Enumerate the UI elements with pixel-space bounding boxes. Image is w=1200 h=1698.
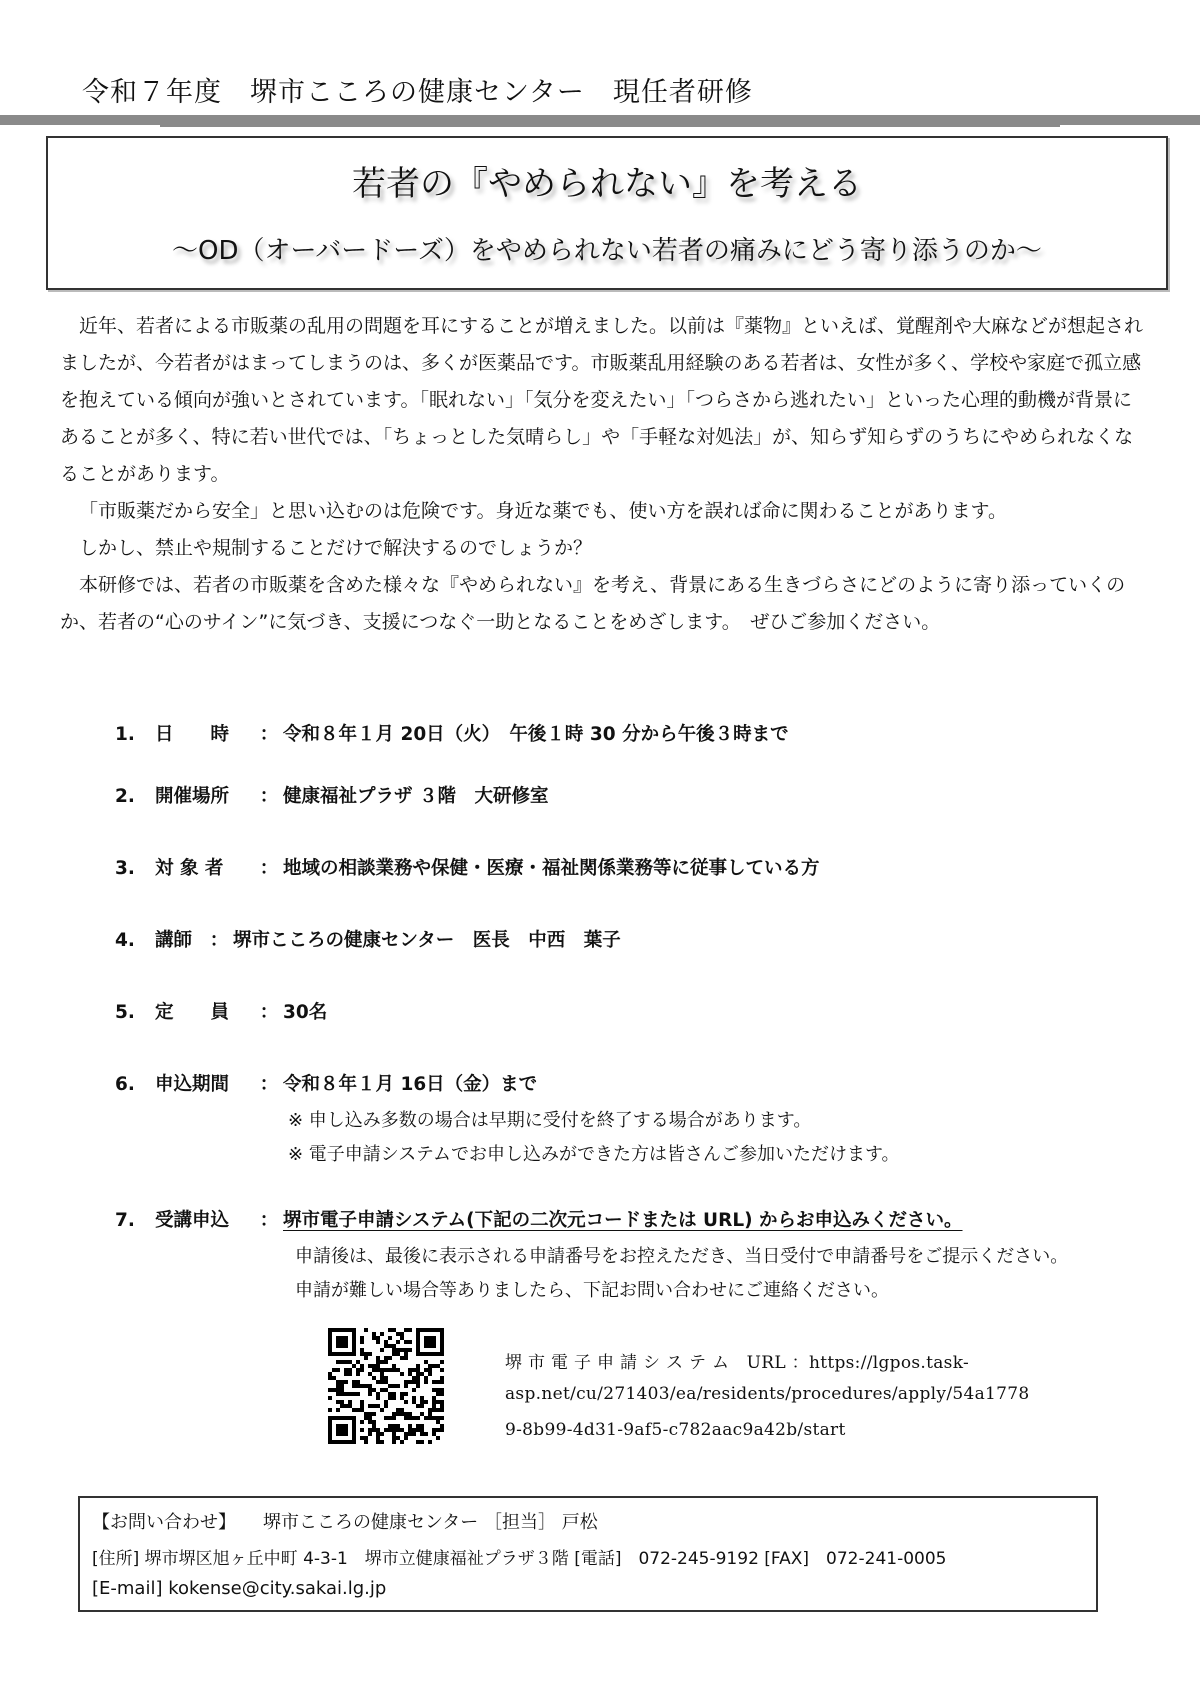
item-label: 日 時 (155, 724, 230, 745)
item-number: 5. (115, 1002, 135, 1023)
item-number: 2. (115, 786, 135, 807)
contact-heading: 【お問い合わせ】 堺市こころの健康センター ［担当］ 戸松 (92, 1512, 598, 1533)
main-title: 若者の『やめられない』を考える (352, 164, 862, 204)
period-note-1: ※ 申し込み多数の場合は早期に受付を終了する場合があります。 (288, 1110, 812, 1131)
item-label: 対 象 者 (155, 858, 224, 879)
item-colon: ： (259, 1074, 279, 1095)
item-label: 申込期間 (155, 1074, 230, 1095)
intro-paragraph-3: しかし、禁止や規制することだけで解決するのでしょうか？ (79, 537, 593, 559)
item-colon: ： (259, 724, 279, 745)
period-note-2: ※ 電子申請システムでお申し込みができた方は皆さんご参加いただけます。 (288, 1144, 900, 1165)
registration-instruction: 堺市電子申請システム(下記の二次元コードまたは URL) からお申込みください。 (283, 1210, 963, 1231)
item-number: 1. (115, 724, 135, 745)
url-line-3[interactable]: 9-8b99-4d31-9af5-c782aac9a42b/start (505, 1420, 846, 1440)
item-number: 3. (115, 858, 135, 879)
item-label: 受講申込 (155, 1210, 230, 1231)
header-divider-step (160, 115, 1060, 127)
item-lecturer (115, 926, 621, 952)
item-venue (115, 782, 548, 808)
item-colon: ： (259, 786, 279, 807)
title-box (46, 136, 1168, 290)
qr-code[interactable] (328, 1328, 444, 1444)
registration-note-1: 申請後は、最後に表示される申請番号をお控えただき、当日受付で申請番号をご提示ください。 (295, 1246, 1069, 1267)
item-value: 健康福祉プラザ ３階 大研修室 (283, 786, 549, 807)
url-line-1[interactable]: 堺 市 電 子 申 請 シ ス テ ム URL ：https://lgpos.task- (505, 1353, 970, 1373)
item-target (115, 854, 820, 880)
contact-box (78, 1496, 1098, 1612)
item-value: 堺市こころの健康センター 医長 中西 葉子 (233, 930, 621, 951)
item-number: 6. (115, 1074, 135, 1095)
item-value: 地域の相談業務や保健・医療・福祉関係業務等に従事している方 (283, 858, 820, 879)
header-title: 令和７年度 堺市こころの健康センター 現任者研修 (82, 77, 753, 108)
intro-paragraph-2: 「市販薬だから安全」と思い込むのは危険です。身近な薬でも、使い方を誤れば命に関わることがあります。 (79, 500, 1007, 522)
item-label: 開催場所 (155, 786, 230, 807)
item-number: 4. (115, 930, 135, 951)
item-colon: ： (259, 1002, 279, 1023)
registration-note-2: 申請が難しい場合等ありましたら、下記お問い合わせにご連絡ください。 (295, 1280, 889, 1301)
item-registration (115, 1206, 963, 1232)
intro-text (60, 308, 1145, 641)
item-value: 令和８年１月 20日（火） 午後１時 30 分から午後３時まで (283, 724, 789, 745)
item-datetime (115, 720, 789, 746)
item-number: 7. (115, 1210, 135, 1231)
item-value: 30名 (283, 1002, 328, 1023)
item-label: 講師 (155, 930, 193, 951)
item-capacity (115, 998, 327, 1024)
item-label: 定 員 (155, 1002, 230, 1023)
item-colon: ： (209, 930, 229, 951)
item-colon: ： (259, 858, 279, 879)
item-value: 令和８年１月 16日（金）まで (283, 1074, 538, 1095)
item-colon: ： (259, 1210, 279, 1231)
url-line-2[interactable]: asp.net/cu/271403/ea/residents/procedures/apply/54a1778 (505, 1384, 1030, 1404)
subtitle: ～OD（オーバードーズ）をやめられない若者の痛みにどう寄り添うのか～ (172, 236, 1042, 266)
intro-paragraph-1: 近年、若者による市販薬の乱用の問題を耳にすることが増えました。以前は『薬物』といえば、覚醒剤や大麻などが想起されましたが、今若者がはまってしまうのは、多くが医薬品です。市販薬乱用経験のある若者は、女性が多く、学校や家庭で孤立感を抱えている傾向が強いとされています。「眠れない」「気分を変えたい」「つらさから逃れたい」といった心理的動機が背景にあることが多く、特に若い世代では、「ちょっとした気晴らし」や「手軽な対処法」が、知らず知らずのうちにやめられなくなることがあります。 (60, 315, 1144, 485)
contact-address: [住所] 堺市堺区旭ヶ丘中町 4-3-1 堺市立健康福祉プラザ３階 [電話] 072-245-9192 [FAX] 072-241-0005 (92, 1549, 947, 1569)
contact-email[interactable]: [E-mail] kokense@city.sakai.lg.jp (92, 1578, 387, 1599)
intro-paragraph-4: 本研修では、若者の市販薬を含めた様々な『やめられない』を考え、背景にある生きづらさにどのように寄り添っていくのか、若者の“心のサイン”に気づき、支援につなぐ一助となることをめざします。 ぜひご参加ください。 (60, 574, 1126, 633)
item-application-period (115, 1070, 537, 1096)
